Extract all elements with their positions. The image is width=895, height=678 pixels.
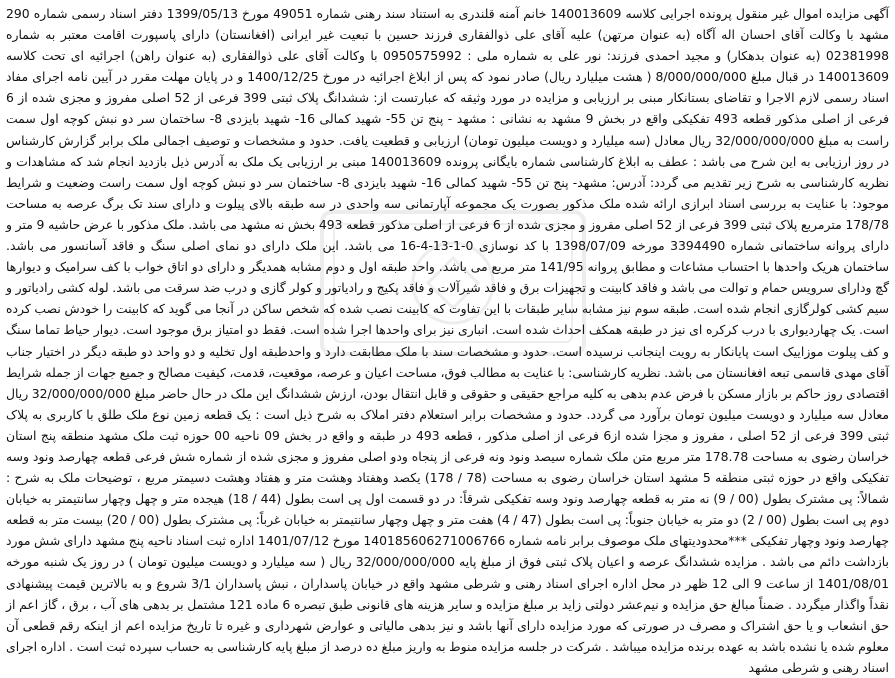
notice-title: آگهی مزایده اموال غیر منقول پرونده اجرایی کلاسه 140013609: [550, 6, 889, 21]
auction-notice: [6, 3, 889, 678]
notice-body: خانم آمنه قلندری به استناد سند رهنی شماره 49051 مورخ 1399/05/13 دفتر اسناد رسمی شماره 290 مشهد با وکالت آقای احسان اله آگاه (به عنوان مرتهن) علیه آقای علی ذوالفقاری فرزند حسین با تبعیت غیر ایرانی (افغانستان) دارای پاسپورت اقامت معتبر به شماره 02381998 (به عنوان بدهکار) و مجید احمدی فرزند: نور علی به شماره ملی : 0950575992 با وکالت آقای علی ذوالفقاری (به عنوان راهن) اجرائیه ای تحت کلاسه 140013609 در قبال مبلغ 8/000/000/000 ( هشت میلیارد ریال) صادر نمود که پس از ابلاغ اجرائیه در مورخ 1400/12/25 و در پایان مهلت مقرر در آیین نامه اجرای مفاد اسناد رسمی لازم الاجرا و تقاضای بستانکار مبنی بر ارزیابی و مزایده در مورد وثیقه که عبارتست از: ششدانگ پلاک ثبتی 399 فرعی از 52 اصلی مفروز و مجزی شده از 6 فرعی از اصلی مذکور قطعه 493 تفکیکی واقع در بخش 9 مشهد به نشانی : مشهد - پنج تن 55- شهید کمالی 16- شهید بایزدی 8- ساختمان سر دو نبش کوچه اول سمت راست به مبلغ 32/000/000/000 ریال معادل (سه میلیارد و دویست میلیون تومان) ارزیابی و قطعیت یافت. حدود و مشخصات و توصیف اجمالی ملک برابر گزارش کارشناس در روز ارزیابی به این شرح می باشد : عطف به ابلاغ کارشناسی شماره بایگانی پرونده 140013609 مبنی بر ارزیابی یک ملک به آدرس ذیل بازدید انجام شد که مشاهدات و نظریه کارشناسی به شرح زیر تقدیم می گردد: آدرس: مشهد- پنج تن 55- شهید کمالی 16- شهید بایزدی 8- ساختمان سر دو نبش کوچه اول سمت راست وضعیت و شرایط موجود: با عنایت به بررسی اسناد ابرازی ارائه شده ملک مذکور بصورت یک مجموعه آپارتمانی سه واحدی در سه طبقه بالای پیلوت و دارای سند تک برگ عرصه به مساحت 178/78 مترمربع پلاک ثبتی 399 فرعی از 52 اصلی مفروز و مجزی شده از 6 فرعی از اصلی مذکور قطعه 493 بخش نه مشهد می باشد. ملک مذکور با عرض حاشیه 9 متر و دارای پروانه ساختمانی شماره 3394490 مورخه 1398/07/09 با کد نوسازی 0-1-13-4-16 می باشد. این ملک دارای دو نمای اصلی سنگ و فاقد آسانسور می باشد. ساختمان هریک واحدها با احتساب مشاعات و مطابق پروانه 141/95 متر مربع می باشد. واحد طبقه اول و دوم مشابه همدیگر و دارای دو اتاق خواب با کف سرامیک و دیوارها گچ ودارای سرویس حمام و توالت می باشد و فاقد کابینت و تجهیزات برق و فاقد شیرآلات و فاقد پکیج و رادیاتور و کولر گازی و درب ضد سرقت می باشد. لوله کشی رادیاتور و سیم کشی کولرگازی انجام شده است. طبقه سوم نیز مشابه سایر طبقات با این تفاوت که کابینت نصب شده که شخص ساکن در آنجا می گوید که کابینت را خودش نصب کرده است. یک چهاردیواری با درب کرکره ای نیز در طبقه همکف احداث شده است. انباری نیز برای واحدها اجرا شده است. فقط دو امتیاز برق موجود است. دیوار حیاط تماما سنگ و کف پیلوت موزاییک است پایانکار به رویت اینجانب نرسیده است. حدود و مشخصات سند با ملک مطابقت دارد و واحدطبقه اول تخلیه و دو واحد دو طبقه دیگر در اختیار جناب آقای مهدی قاسمی تبعه افغانستان می باشد. نظریه کارشناسی: با عنایت به مطالب فوق، مساحت اعیان و عرصه، موقعیت، قدمت، کیفیت مصالح و جمیع جهات از جمله شرایط اقتصادی روز حاکم بر بازار مسکن با فرض عدم بدهی به کلیه مراجع حقیقی و حقوقی و قابل انتقال بودن، ارزش ششدانگ این ملک در حال حاضر مبلغ 32/000/000/000 ریال معادل سه میلیارد و دویست میلیون تومان برآورد می گردد. حدود و مشخصات برابر استعلام دفتر املاک به شرح ذیل است : یک قطعه زمین نوع ملک طلق با کاربری به پلاک ثبتی 399 فرعی از 52 اصلی ، مفروز و مجزا شده از6 فرعی از اصلی مذکور ، قطعه 493 در طبقه و واقع در بخش 09 ناحیه 00 حوزه ثبت ملک مشهد منطقه پنج استان خراسان رضوی به مساحت 178.78 متر مربع متن ملک شماره سیصد ونود ونه فرعی از پنجاه ودو اصلی مفروز و مجزی شده از شماره شش فرعی قطعه چهارصد ونود وسه تفکیکی واقع در حوزه ثبتی منطقه 5 مشهد استان خراسان رضوی به مساحت (78 / 178) یکصد وهفتاد وهشت متر و هفتاد وهشت دسیمتر مربع ، توضیحات ملک به شرح : شمالاً: پی مشترک بطول (00 / 9) نه متر به قطعه چهارصد ونود وسه تفکیکی شرقاً: در دو قسمت اول پی است بطول (44 / 18) هیجده متر و چهل وچهار سانتیمتر به خیابان دوم پی است بطول (00 / 2) دو متر به خیابان جنوباً: پی است بطول (47 / 4) هفت متر و چهل وچهار سانتیمتر به خیابان غرباً: پی مشترک بطول (00 / 20) بیست متر به قطعه چهارصد ونود وچهار تفکیکی ***محدودیتهای ملک موصوف برابر نامه شماره 140185606271006766 مورخ 1401/07/12 اداره ثبت اسناد ناحیه پنج مشهد دارای شش مورد بازداشت دائم می باشد . مزایده ششدانگ عرصه و اعیان پلاک ثبتی فوق از مبلغ پایه 32/000/000/000 ریال ( سه میلیارد و دویست میلیون تومان ) در روز یک شنبه مورخه 1401/08/01 از ساعت 9 الی 12 ظهر در محل اداره اجرای اسناد رهنی و شرطی مشهد واقع در خیابان پاسداران ، نبش پاسداران 3/1 شروع و به بالاترین قیمت پیشنهادی نقداً واگذار میگردد . ضمناً مبالغ حق مزایده و نیم‌عشر دولتی زاید بر مبلغ مزایده و سایر هزینه های قانونی طبق تبصره 6 ماده 121 مشتمل بر بدهی های آب ، برق ، گاز اعم از حق انشعاب و یا حق اشتراک و مصرف در صورتی که مورد مزایده دارای آنها باشد و نیز بدهی مالیاتی و عوارض شهرداری و غیره تا تاریخ مزایده اعم از اینکه رقم قطعی آن معلوم شده یا نشده باشد به عهده برنده مزایده میباشد . شرکت در جلسه مزایده منوط به واریز مبلغ ده درصد از مبلغ پایه کارشناسی به حساب سپرده ثبت است . اداره اجرای اسناد رهنی و شرطی مشهد: [6, 6, 890, 675]
